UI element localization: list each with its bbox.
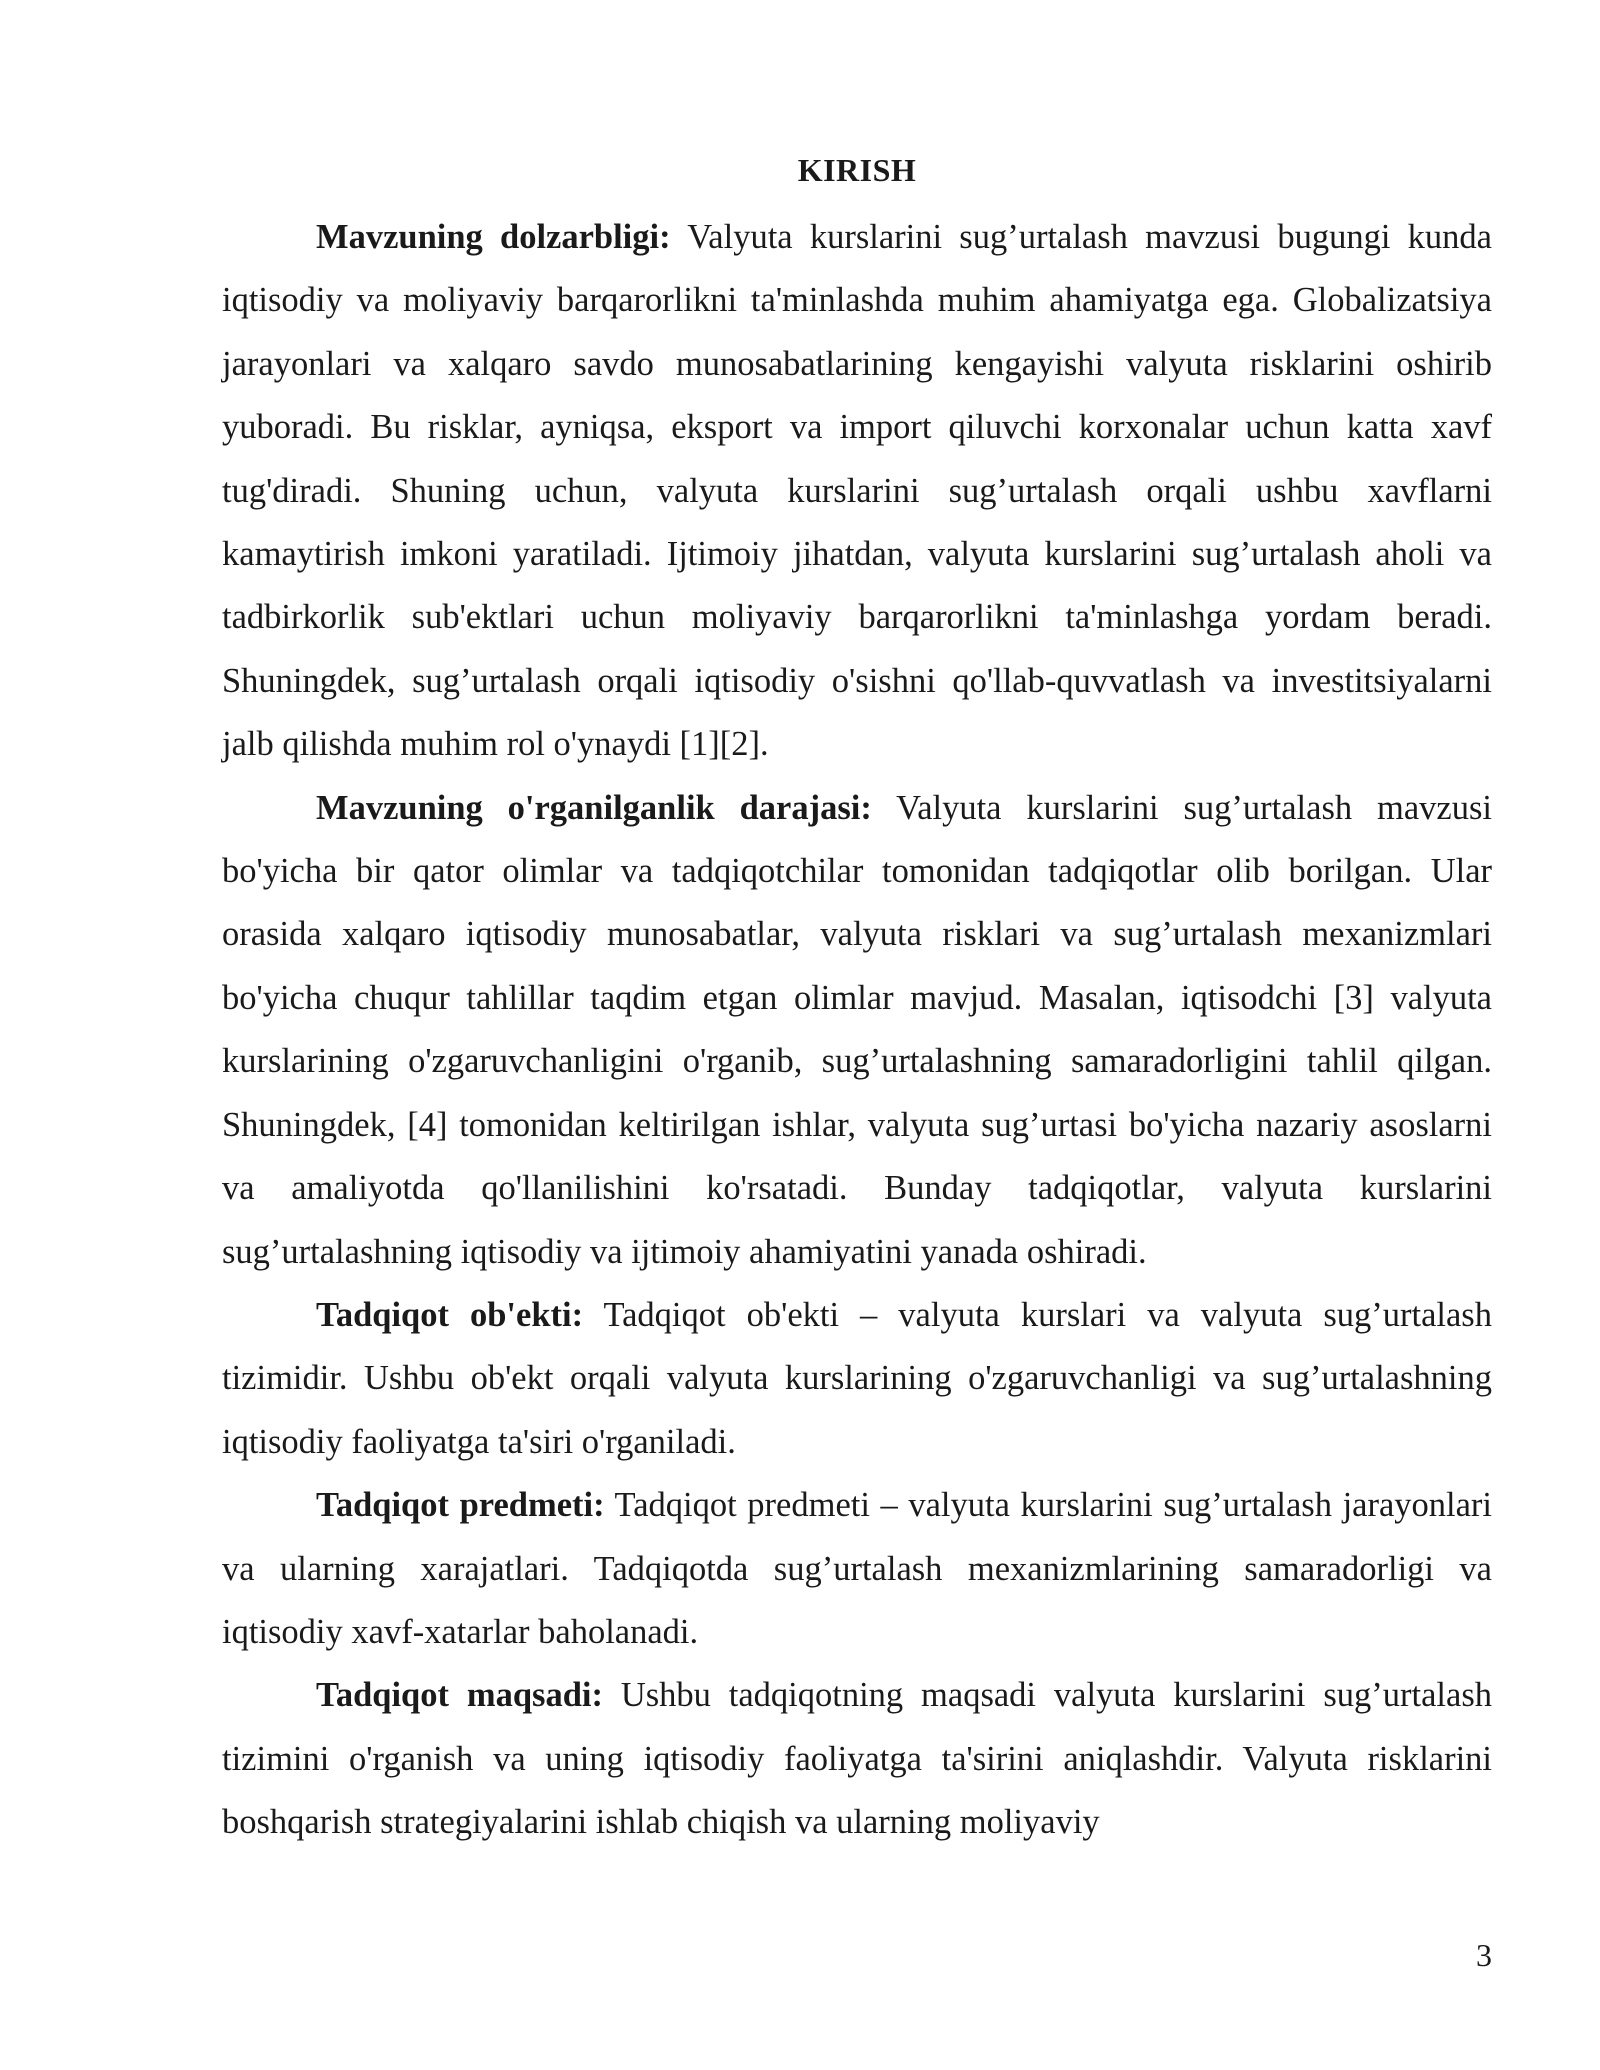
paragraph-research-subject <box>222 1474 1492 1664</box>
paragraph-label: Tadqiqot predmeti: <box>316 1486 605 1525</box>
paragraph-relevance <box>222 206 1492 777</box>
document-page <box>222 140 1492 1855</box>
paragraph-text: Ushbu tadqiqotning maqsadi valyuta kurslarini sug’urtalash tizimini o'rganish va uning iqtisodiy faoliyatga ta'sirini aniqlashdir. Valyuta risklarini boshqarish strategiyalarini ishlab chiqish va ularning moliyaviy <box>222 1676 1492 1842</box>
paragraph-study-degree <box>222 777 1492 1284</box>
paragraph-research-object <box>222 1284 1492 1474</box>
page-number: 3 <box>1476 1937 1492 1973</box>
paragraph-research-goal <box>222 1664 1492 1854</box>
paragraph-text: Tadqiqot ob'ekti – valyuta kurslari va valyuta sug’urtalash tizimidir. Ushbu ob'ekt orqali valyuta kurslarining o'zgaruvchanligi va sug’urtalashning iqtisodiy faoliyatga ta'siri o'rganiladi. <box>222 1295 1492 1461</box>
paragraph-label: Tadqiqot maqsadi: <box>316 1676 603 1715</box>
section-title: KIRISH <box>797 152 917 188</box>
paragraph-text: Valyuta kurslarini sug’urtalash mavzusi bo'yicha bir qator olimlar va tadqiqotchilar tomonidan tadqiqotlar olib borilgan. Ular orasida xalqaro iqtisodiy munosabatlar, valyuta risklari va sug’urtalash mexanizmlari bo'yicha chuqur tahlillar taqdim etgan olimlar mavjud. Masalan, iqtisodchi [3] valyuta kurslarining o'zgaruvchanligini o'rganib, sug’urtalashning samaradorligini tahlil qilgan. Shuningdek, [4] tomonidan keltirilgan ishlar, valyuta sug’urtasi bo'yicha nazariy asoslarni va amaliyotda qo'llanilishini ko'rsatadi. Bunday tadqiqotlar, valyuta kurslarini sug’urtalashning iqtisodiy va ijtimoiy ahamiyatini yanada oshiradi. <box>222 788 1492 1271</box>
paragraph-text: Tadqiqot predmeti – valyuta kurslarini sug’urtalash jarayonlari va ularning xarajatlari. Tadqiqotda sug’urtalash mexanizmlarining samaradorligi va iqtisodiy xavf-xatarlar baholanadi. <box>222 1486 1492 1651</box>
paragraph-label: Mavzuning dolzarbligi: <box>316 218 671 256</box>
paragraph-label: Mavzuning o'rganilganlik darajasi: <box>316 788 872 827</box>
paragraph-text: Valyuta kurslarini sug’urtalash mavzusi bugungi kunda iqtisodiy va moliyaviy barqarorlikni ta'minlashda muhim ahamiyatga ega. Globalizatsiya jarayonlari va xalqaro savdo munosabatlarining kengayishi valyuta risklarini oshirib yuboradi. Bu risklar, ayniqsa, eksport va import qiluvchi korxonalar uchun katta xavf tug'diradi. Shuning uchun, valyuta kurslarini sug’urtalash orqali ushbu xavflarni kamaytirish imkoni yaratiladi. Ijtimoiy jihatdan, valyuta kurslarini sug’urtalash aholi va tadbirkorlik sub'ektlari uchun moliyaviy barqarorlikni ta'minlashga yordam beradi. Shuningdek, sug’urtalash orqali iqtisodiy o'sishni qo'llab-quvvatlash va investitsiyalarni jalb qilishda muhim rol o'ynaydi [1][2]. <box>222 218 1492 764</box>
paragraph-label: Tadqiqot ob'ekti: <box>316 1295 584 1334</box>
